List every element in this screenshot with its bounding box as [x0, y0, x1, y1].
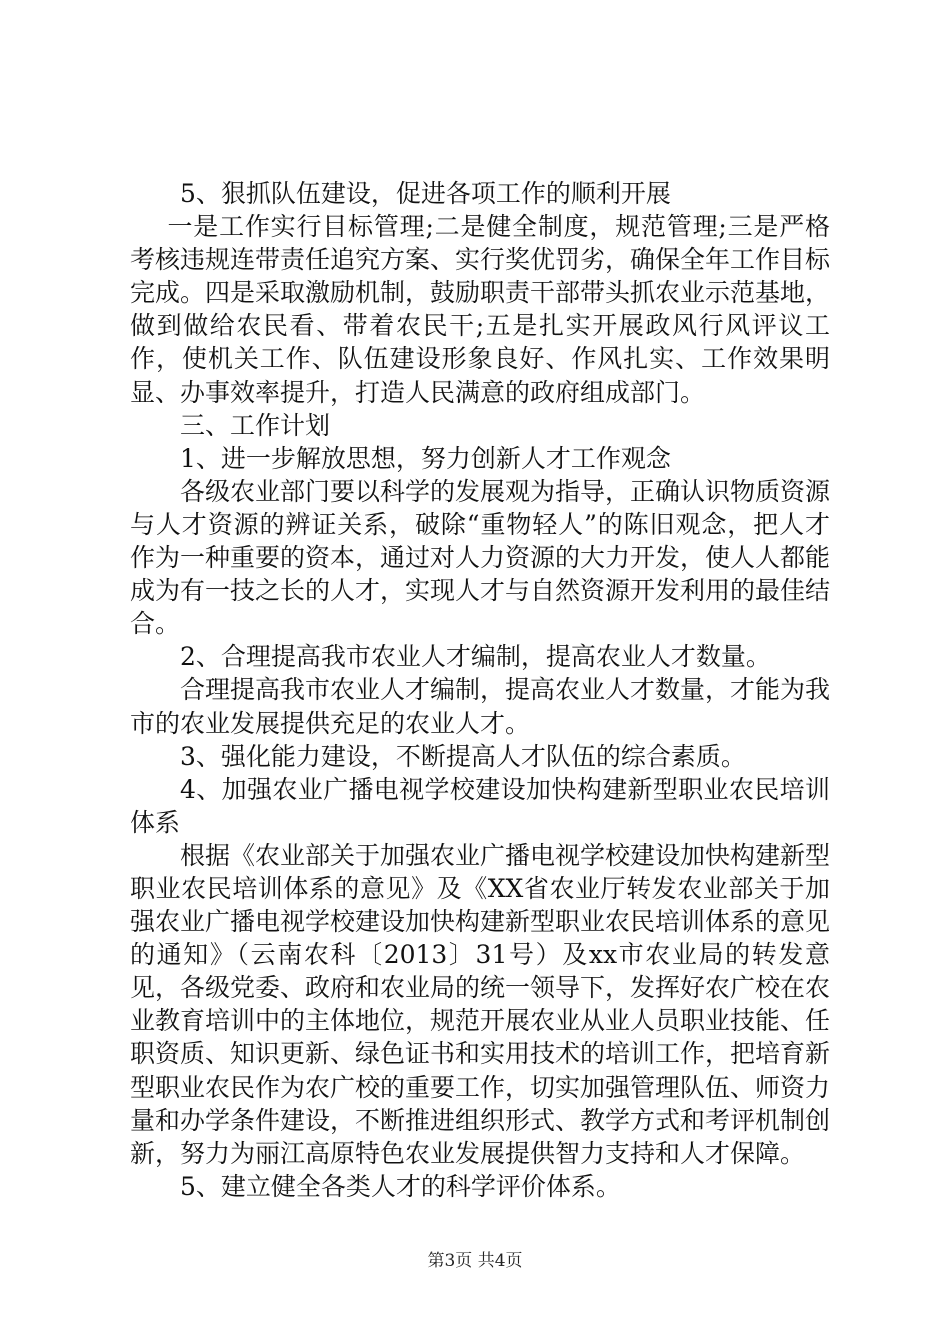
heading-team-building: 5、狠抓队伍建设，促进各项工作的顺利开展 — [180, 179, 671, 208]
paragraph-plan-item-2: 合理提高我市农业人才编制，提高农业人才数量，才能为我市的农业发展提供充足的农业人才。 — [130, 675, 831, 738]
section-heading-work-plan: 三、工作计划 — [180, 410, 331, 440]
paragraph-team-building: 一是工作实行目标管理;二是健全制度，规范管理;三是严格考核违规连带责任追究方案、实行奖优罚劣，确保全年工作目标完成。四是采取激励机制，鼓励职责干部带头抓农业示范基地，做到做给农民看、带着农民干;五是扎实开展政风行风评议工作，使机关工作、队伍建设形象良好、作风扎实、工作效果明显、办事效率提升，打造人民满意的政府组成部门。 — [130, 212, 831, 407]
document-body — [130, 177, 830, 1203]
heading-plan-item-4: 4、加强农业广播电视学校建设加快构建新型职业农民培训体系 — [130, 774, 830, 837]
heading-plan-item-5: 5、建立健全各类人才的科学评价体系。 — [180, 1171, 621, 1201]
heading-plan-item-1: 1、进一步解放思想，努力创新人才工作观念 — [180, 443, 671, 473]
heading-plan-item-3: 3、强化能力建设，不断提高人才队伍的综合素质。 — [180, 741, 746, 771]
paragraph-plan-item-1: 各级农业部门要以科学的发展观为指导，正确认识物质资源与人才资源的辨证关系，破除“重物轻人”的陈旧观念，把人才作为一种重要的资本，通过对人力资源的大力开发，使人人都能成为有一技之长的人才，实现人才与自然资源开发利用的最佳结合。 — [130, 476, 831, 639]
paragraph-plan-item-4: 根据《农业部关于加强农业广播电视学校建设加快构建新型职业农民培训体系的意见》及《XX省农业厅转发农业部关于加强农业广播电视学校建设加快构建新型职业农民培训体系的意见的通知》（云南农科〔2013〕31号）及xx市农业局的转发意见，各级党委、政府和农业局的统一领导下，发挥好农广校在农业教育培训中的主体地位，规范开展农业从业人员职业技能、任职资质、知识更新、绿色证书和实用技术的培训工作，把培育新型职业农民作为农广校的重要工作，切实加强管理队伍、师资力量和办学条件建设，不断推进组织形式、教学方式和考评机制创新，努力为丽江高原特色农业发展提供智力支持和人才保障。 — [130, 840, 831, 1168]
heading-plan-item-2: 2、合理提高我市农业人才编制，提高农业人才数量。 — [180, 642, 771, 672]
page-number-footer: 第3页 共4页 — [427, 1251, 523, 1271]
